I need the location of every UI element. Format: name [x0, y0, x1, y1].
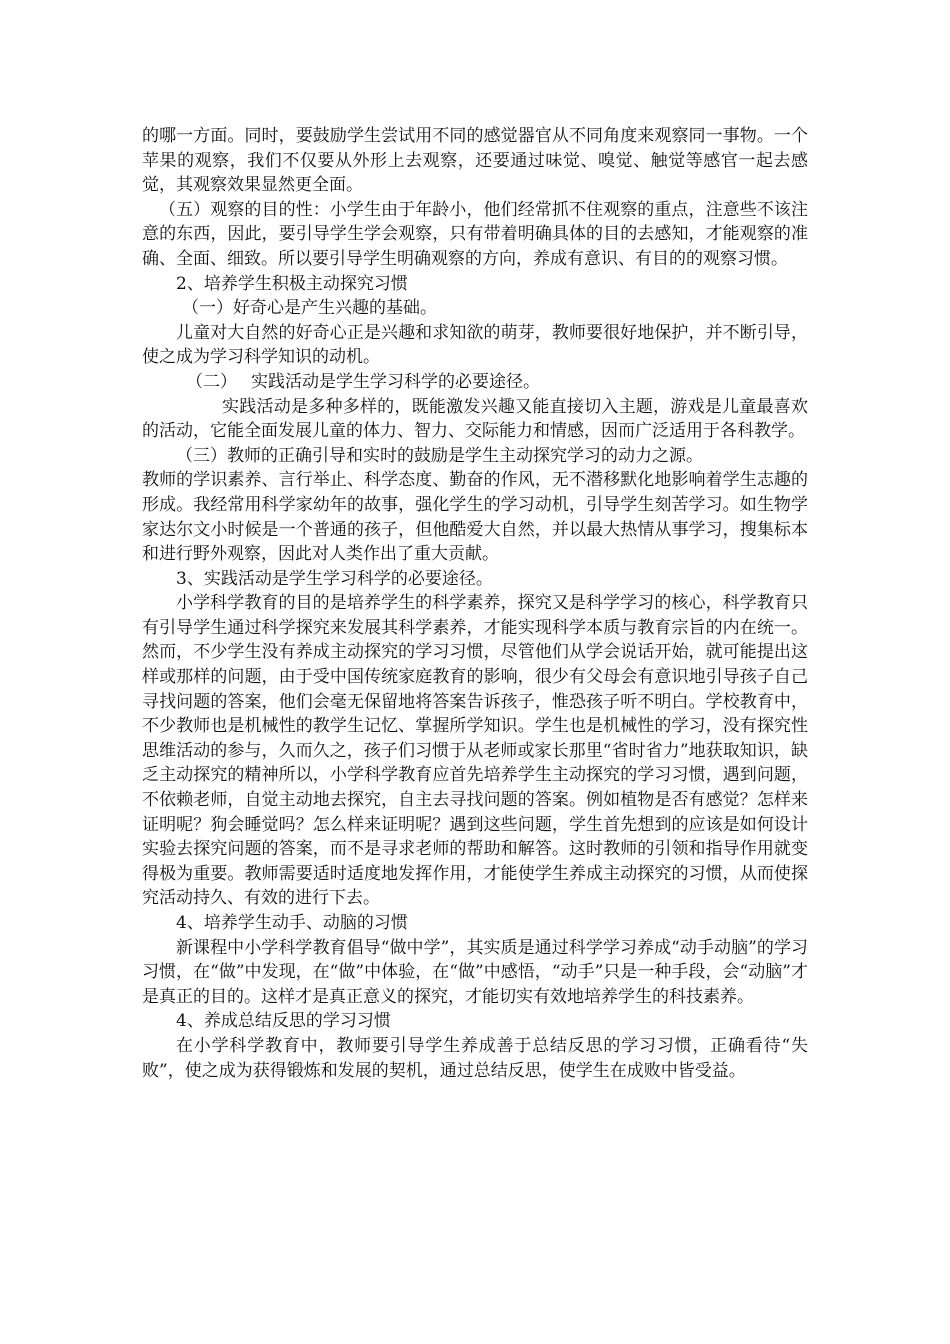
- section-heading-3: 3、实践活动是学生学习科学的必要途径。: [176, 568, 493, 589]
- subheading-practice-text: 实践活动是学生学习科学的必要途径。: [251, 371, 540, 392]
- section-heading-2: 2、培养学生积极主动探究习惯: [176, 273, 408, 294]
- paragraph-observation-senses: 的哪一方面。同时，要鼓励学生尝试用不同的感觉器官从不同角度来观察同一事物。一个苹果的观察，我们不仅要从外形上去观察，还要通过味觉、嗅觉、触觉等感官一起去感觉，其观察效果显然更全面。: [142, 126, 808, 196]
- subheading-practice-number: （二）: [186, 371, 237, 392]
- paragraph-teacher-guidance: 教师的学识素养、言行举止、科学态度、勤奋的作风，无不潜移默化地影响着学生志趣的形成。我经常用科学家幼年的故事，强化学生的学习动机，引导学生刻苦学习。如生物学家达尔文小时候是一个普通的孩子，但他酷爱大自然，并以最大热情从事学习，搜集标本和进行野外观察，因此对人类作出了重大贡献。: [142, 470, 808, 565]
- paragraph-reflection: 在小学科学教育中，教师要引导学生养成善于总结反思的学习习惯，正确看待“失败”，使之成为获得锻炼和发展的契机，通过总结反思，使学生在成败中皆受益。: [142, 1035, 808, 1081]
- document-page: [142, 124, 808, 1083]
- paragraph-inquiry: 小学科学教育的目的是培养学生的科学素养，探究又是科学学习的核心，科学教育只有引导学生通过科学探究来发展其科学素养，才能实现科学本质与教育宗旨的内在统一。然而，不少学生没有养成主动探究的学习习惯，尽管他们从学会说话开始，就可能提出这样或那样的问题，由于受中国传统家庭教育的影响，很少有父母会有意识地引导孩子自己寻找问题的答案，他们会毫无保留地将答案告诉孩子，惟恐孩子听不明白。学校教育中，不少教师也是机械性的教学生记忆、掌握所学知识。学生也是机械性的学习，没有探究性思维活动的参与，久而久之，孩子们习惯于从老师或家长那里“省时省力”地获取知识，缺乏主动探究的精神所以，小学科学教育应首先培养学生主动探究的学习习惯，遇到问题，不依赖老师，自觉主动地去探究，自主去寻找问题的答案。例如植物是否有感觉？怎样来证明呢？狗会睡觉吗？怎么样来证明呢？遇到这些问题，学生首先想到的应该是如何设计实验去探究问题的答案，而不是寻求老师的帮助和解答。这时教师的引领和指导作用就变得极为重要。教师需要适时适度地发挥作用，才能使学生养成主动探究的习惯，从而使探究活动持久、有效的进行下去。: [142, 593, 808, 909]
- paragraph-curiosity: 儿童对大自然的好奇心正是兴趣和求知欲的萌芽，教师要很好地保护，并不断引导，使之成为学习科学知识的动机。: [142, 322, 808, 368]
- subheading-curiosity: （一）好奇心是产生兴趣的基础。: [182, 298, 437, 319]
- paragraph-observation-purpose: （五）观察的目的性：小学生由于年龄小，他们经常抓不住观察的重点，注意些不该注意的东西，因此，要引导学生学会观察，只有带着明确具体的目的去感知，才能观察的准确、全面、细致。所以要引导学生明确观察的方向，养成有意识、有目的的观察习惯。: [142, 199, 808, 269]
- paragraph-practice: 实践活动是多种多样的，既能激发兴趣又能直接切入主题，游戏是儿童最喜欢的活动，它能全面发展儿童的体力、智力、交际能力和情感，因而广泛适用于各科教学。: [142, 396, 808, 442]
- section-heading-4-reflection: 4、养成总结反思的学习习惯: [176, 1011, 391, 1032]
- subheading-practice-line: [142, 370, 808, 395]
- section-heading-4-hands-brain: 4、培养学生动手、动脑的习惯: [176, 913, 408, 933]
- paragraph-hands-brain: 新课程中小学科学教育倡导“做中学”，其实质是通过科学学习养成“动手动脑”的学习习惯，在“做”中发现，在“做”中体验，在“做”中感悟，“动手”只是一种手段，会“动脑”才是真正的目的。这样才是真正意义的探究，才能切实有效地培养学生的科技素养。: [142, 937, 808, 1007]
- subheading-teacher-guidance: （三）教师的正确引导和实时的鼓励是学生主动探究学习的动力之源。: [176, 445, 703, 466]
